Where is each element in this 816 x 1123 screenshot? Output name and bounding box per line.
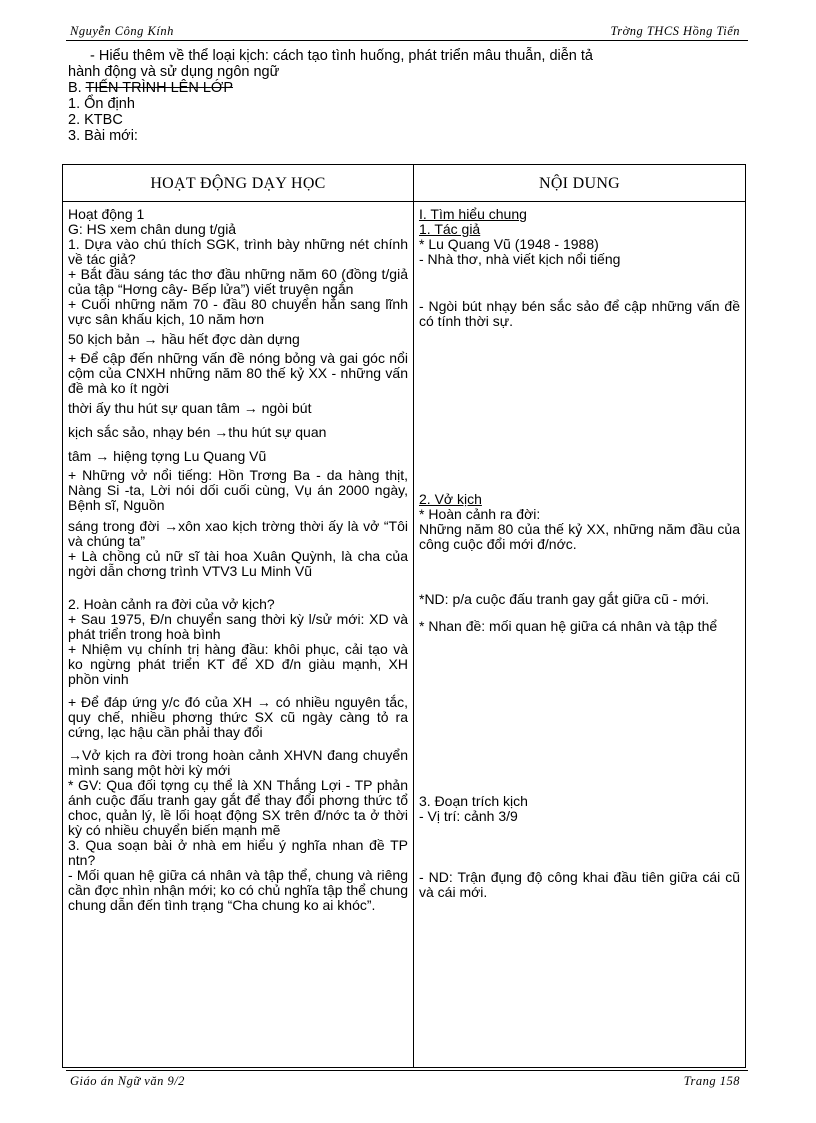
page-footer	[66, 1074, 748, 1092]
left-line: G: HS xem chân dung t/giả	[68, 221, 237, 237]
left-line: + Những vở nổi tiếng: Hồn Trơng Ba - da hàng thịt, Nàng Si -ta, Lời nói dối cuối cùng, Vụ án 2000 ngày, Bệnh sĩ, Nguồn	[68, 467, 408, 513]
right-line: - Ngòi bút nhạy bén sắc sảo để cập những vấn đề có tính thời sự.	[419, 298, 740, 329]
left-line: tâm → hiệng tợng Lu Quang Vũ	[68, 448, 267, 464]
step-1: 1. Ổn định	[68, 96, 135, 112]
activity-heading: Hoạt động 1	[68, 206, 145, 222]
left-line: kịch sắc sảo, nhạy bén →thu hút sự quan	[68, 424, 327, 440]
page-number: Trang 158	[683, 1074, 740, 1088]
left-line: + Để cập đến những vấn đề nóng bỏng và gai góc nổi cộm của CNXH những năm 80 thế kỷ XX - những vấn đề mà ko ít ngời	[68, 350, 408, 396]
footer-title: Giáo án Ngữ văn 9/2	[70, 1074, 185, 1088]
left-line: + Sau 1975, Đ/n chuyển sang thời kỳ l/sử mới: XD và phát triển trong hoà bình	[68, 611, 408, 642]
table-body-row	[63, 202, 746, 1068]
step-2: 2. KTBC	[68, 112, 123, 128]
left-line: * GV: Qua đối tợng cụ thể là XN Thắng Lợi - TP phản ánh cuộc đấu tranh gay gắt để thay đổi phơng thức tổ choc, quản lý, lề lối hoạt động SX trên đ/nớc ta ở thời kỳ có nhiều chuyển biến mạnh mẽ	[68, 777, 408, 838]
section-heading	[68, 80, 748, 96]
header-author: Nguyễn Công Kính	[70, 24, 174, 38]
left-line: - Mối quan hệ giữa cá nhân và tập thể, chung và riêng cần đợc nhìn nhận mới; ko có chủ nghĩa tập thể chung chung dẫn đến tình trạng “Cha chung ko ai khóc”.	[68, 867, 408, 913]
left-line: + Để đáp ứng y/c đó của XH → có nhiều nguyên tắc, quy chế, nhiều phơng thức SX cũ ngày càng tỏ ra cứng, lạc hậu cần phải thay đổi	[68, 694, 408, 740]
left-line: thời ấy thu hút sự quan tâm → ngòi bút	[68, 400, 312, 416]
left-line: 3. Qua soạn bài ở nhà em hiểu ý nghĩa nhan đề TP ntn?	[68, 837, 408, 868]
right-line: - ND: Trận đụng độ công khai đầu tiên giữa cái cũ và cái mới.	[419, 869, 740, 900]
footer-rule	[66, 1070, 748, 1071]
play-heading: 2. Vở kịch	[419, 491, 482, 507]
activities-cell	[63, 202, 414, 1068]
header-rule	[66, 40, 748, 41]
col-header-activities: HOẠT ĐỘNG DẠY HỌC	[63, 165, 414, 202]
excerpt-heading: 3. Đoạn trích kịch	[419, 793, 528, 809]
left-line: →Vở kịch ra đời trong hoàn cảnh XHVN đang chuyển mình sang một hời kỳ mới	[68, 747, 408, 778]
section-letter: B.	[68, 80, 82, 96]
right-line: * Lu Quang Vũ (1948 - 1988)	[419, 236, 599, 252]
right-line: - Vị trí: cảnh 3/9	[419, 808, 518, 824]
right-line: - Nhà thơ, nhà viết kịch nổi tiếng	[419, 251, 621, 267]
table-header-row	[63, 165, 746, 202]
left-line: + Bắt đầu sáng tác thơ đầu những năm 60 (đồng t/giả của tập “Hơng cây- Bếp lửa”) viết truyện ngắn	[68, 266, 408, 297]
section-title: TIẾN TRÌNH LÊN LỚP	[85, 80, 234, 96]
step-3: 3. Bài mới:	[68, 128, 138, 144]
left-line: sáng trong đời →xôn xao kịch trờng thời ấy là vở “Tôi và chúng ta”	[68, 518, 408, 549]
col-header-content: NỘI DUNG	[414, 165, 746, 202]
lesson-table	[62, 164, 746, 1068]
author-heading: 1. Tác giả	[419, 221, 481, 237]
left-line: 2. Hoàn cảnh ra đời của vở kịch?	[68, 596, 275, 612]
section-i-heading: I. Tìm hiểu chung	[419, 206, 527, 222]
left-line: + Nhiệm vụ chính trị hàng đầu: khôi phục, cải tạo và ko ngừng phát triển KT để XD đ/n giàu mạnh, XH phồn vinh	[68, 641, 408, 687]
objective-line-1: - Hiểu thêm về thể loại kịch: cách tạo tình huống, phát triển mâu thuẫn, diễn tả	[90, 48, 593, 64]
left-line: 50 kịch bản → hầu hết đợc dàn dựng	[68, 331, 300, 347]
header-school: Trờng THCS Hồng Tiến	[610, 24, 740, 38]
left-line: 1. Dựa vào chú thích SGK, trình bày những nét chính về tác giả?	[68, 236, 408, 267]
right-line: * Nhan đề: mối quan hệ giữa cá nhân và tập thể	[419, 618, 718, 634]
intro-block	[68, 48, 748, 144]
content-cell	[414, 202, 746, 1068]
right-line: *ND: p/a cuộc đấu tranh gay gắt giữa cũ - mới.	[419, 591, 710, 607]
left-line: + Cuối những năm 70 - đầu 80 chuyển hẳn sang lĩnh vực sân khấu kịch, 10 năm hơn	[68, 296, 408, 327]
left-line: + Là chồng củ nữ sĩ tài hoa Xuân Quỳnh, là cha của ngời dẫn chơng trình VTV3 Lu Minh Vũ	[68, 548, 408, 579]
objective-line-2: hành động và sử dụng ngôn ngữ	[68, 64, 280, 80]
right-line: Những năm 80 của thế kỷ XX, những năm đầu của công cuộc đổi mới đ/nớc.	[419, 521, 740, 552]
right-line: * Hoàn cảnh ra đời:	[419, 506, 541, 522]
